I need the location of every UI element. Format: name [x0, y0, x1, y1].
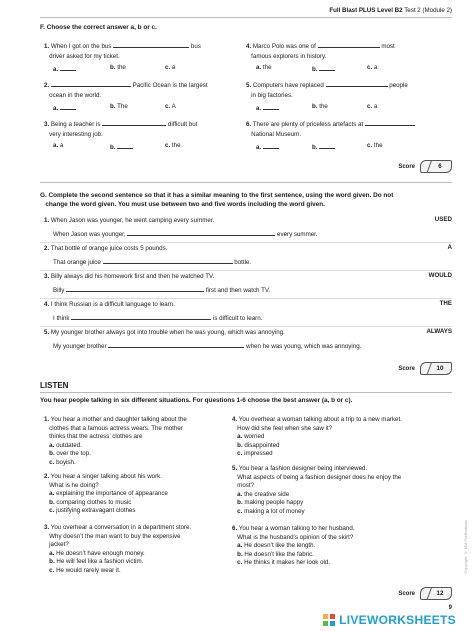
listen-1-option-c[interactable]: c. boyish.	[49, 458, 76, 466]
listen-item-4: 4. You overhear a woman talking about a trip to a new market. How did she feel when she saw it? a. worried b. disappointed c. impressed	[232, 416, 402, 458]
listen-item-5: 5. You hear a fashion designer being interviewed. What aspects of being a fashion designer does he enjoy the most? a. the creative side b. making people happy c. making a lot of money	[232, 465, 402, 515]
g-item-1-keyword: USED	[434, 216, 452, 223]
g-item-2-sentence: 2. That bottle of orange juice costs 5 pounds.	[44, 245, 168, 252]
score-label: Score	[398, 365, 415, 372]
f5-option-a[interactable]	[263, 103, 279, 110]
listen-3-option-c[interactable]: c. He would rarely wear it.	[49, 566, 121, 574]
listen-5-option-a[interactable]: a. the creative side	[237, 490, 290, 498]
listen-1-option-a[interactable]: a. outdated.	[49, 441, 82, 449]
g2-answer-input[interactable]	[103, 257, 233, 264]
g-item-5-sentence: 5. My younger brother always got into trouble when he was young, which was annoying.	[44, 329, 285, 336]
listen-item-1: 1. You hear a mother and daughter talking about the clothes that a famous actress wears. The mother thinks that the actress’ clothes are a. outdated. b. over the top. c. boyish.	[44, 416, 187, 466]
page-number: 9	[448, 605, 452, 611]
g-item-1-sentence: 1. When Jason was younger, he went camping every summer.	[44, 217, 215, 224]
listen-4-option-b[interactable]: b. disappointed	[237, 441, 280, 449]
g-item-5-keyword: ALWAYS	[426, 328, 452, 335]
g-item-2-keyword: A	[447, 244, 452, 251]
score-box	[420, 160, 452, 173]
f-item-2: 2. Pacific Ocean is the largest ocean in the world.	[44, 82, 208, 99]
f5-option-c[interactable]: c. a	[367, 103, 378, 110]
f3-option-c[interactable]: c. the	[165, 142, 181, 149]
f3-options-b: b.	[110, 142, 133, 151]
score-value: 10	[436, 365, 444, 372]
listen-item-3: 3. You overhear a conversation in a department store. Why doesn’t the man want to buy the expensive jacket? a. He doesn’t have enough money. b. He will feel like a fashion victim. c. He would rarely wear it.	[44, 524, 192, 574]
g5-answer-input[interactable]	[108, 341, 244, 348]
f2-option-a[interactable]	[60, 103, 76, 110]
f4-blank[interactable]	[318, 41, 380, 48]
listen-instruction: You hear people talking in six different situations. For questions 1-6 choose the best answer (a, b or c).	[40, 397, 353, 404]
f2-option-c[interactable]: c. A	[165, 103, 176, 110]
listen-2-option-a[interactable]: a. explaining the importance of appearance	[49, 490, 168, 498]
score-box	[420, 587, 452, 600]
listen-divider	[40, 392, 452, 393]
g-divider-2	[40, 270, 452, 271]
f5-blank[interactable]	[326, 80, 388, 87]
listen-score	[398, 587, 452, 600]
f6-options-b: b.	[312, 142, 335, 151]
f-item-4: 4. Marco Polo was one of most famous explorers in history.	[246, 43, 395, 60]
listen-3-option-b[interactable]: b. He will feel like a fashion victim.	[49, 558, 144, 566]
g3-answer-input[interactable]	[66, 285, 204, 292]
f5-option-b[interactable]: b. the	[312, 103, 328, 110]
f3-option-a[interactable]: a. a	[53, 142, 64, 149]
f4-option-b[interactable]	[319, 64, 335, 71]
score-value: 12	[436, 590, 444, 597]
f4-options-b: b.	[312, 64, 335, 73]
section-g-score	[398, 362, 452, 375]
f1-option-a[interactable]	[60, 64, 76, 71]
listen-4-option-c[interactable]: c. impressed	[237, 450, 273, 458]
listen-title: LISTEN	[40, 381, 69, 390]
liveworksheets-logo[interactable]	[322, 613, 456, 627]
listen-5-option-b[interactable]: b. making people happy	[237, 499, 304, 507]
listen-item-6: 6. You hear a woman talking to her husband. What is the husband’s opinion of the skirt? a. He doesn’t like the length. b. He doesn’t like the fabric. c. He thinks it makes her look old.	[232, 525, 355, 567]
g-item-1-answer: When Jason was younger, every summer.	[53, 231, 318, 238]
section-g-title: G. Complete the second sentence so that it has a similar meaning to the first sentence, using the word given. Do not change the word given. You must use between two and five words including the word given.	[40, 192, 394, 208]
header-divider	[40, 17, 452, 18]
listen-5-option-c[interactable]: c. making a lot of money	[237, 507, 305, 515]
f6-option-b[interactable]	[319, 142, 335, 149]
score-box	[420, 362, 452, 375]
f6-option-c[interactable]: c. the	[367, 142, 383, 149]
section-divider-f	[40, 182, 452, 183]
f6-blank[interactable]	[365, 119, 415, 126]
f3-option-b[interactable]	[117, 142, 133, 149]
g-divider-3	[40, 298, 452, 299]
f1-option-b[interactable]: b. the	[110, 64, 126, 71]
header-subtitle: Test 2 (Module 2)	[404, 7, 452, 14]
g4-answer-input[interactable]	[71, 313, 211, 320]
f6-option-a[interactable]	[263, 142, 279, 149]
header-title: Full Blast PLUS Level B2	[329, 7, 403, 14]
page-header	[329, 7, 452, 14]
g-item-4-answer: I think is difficult to learn.	[53, 315, 263, 322]
listen-3-option-a[interactable]: a. He doesn’t have enough money.	[49, 549, 145, 557]
section-f-score	[398, 160, 452, 173]
f4-option-c[interactable]: c. a	[367, 64, 378, 71]
f4-option-a[interactable]: a. the	[256, 64, 272, 71]
f-item-3: 3. Being a teacher is difficult but very interesting job.	[44, 121, 198, 138]
f2-blank[interactable]	[51, 80, 131, 87]
g-divider-1	[40, 242, 452, 243]
section-f-title: F. Choose the correct answer a, b or c.	[40, 24, 157, 31]
f2-option-b[interactable]: b. The	[110, 103, 128, 110]
listen-item-2: 2. You hear a singer talking about his work. What is he doing? a. explaining the importance of appearance b. comparing clothes to music c. justifying extravagant clothes	[44, 473, 168, 515]
g-item-3-sentence: 3. Billy always did his homework first and then he watched TV.	[44, 273, 215, 280]
g-item-3-keyword: WOULD	[428, 272, 452, 279]
g-item-3-answer: Billy first and then watch TV.	[53, 287, 271, 294]
f-item-6: 6. There are plenty of priceless artefacts at National Museum.	[246, 119, 456, 140]
score-label: Score	[398, 163, 415, 170]
g-divider-4	[40, 326, 452, 327]
f1-blank[interactable]	[113, 41, 189, 48]
g-item-5-answer: My younger brother when he was young, which was annoying.	[53, 343, 362, 350]
f5-options-a: a.	[256, 103, 279, 112]
g-item-4-sentence: 4. I think Russian is a difficult language to learn.	[44, 301, 175, 308]
score-value: 6	[438, 163, 442, 170]
copyright-text: Copyright © MM Publications	[463, 520, 468, 574]
f2-options: a.	[53, 103, 76, 112]
g1-answer-input[interactable]	[127, 229, 275, 236]
listen-4-option-a[interactable]: a. worried	[237, 433, 265, 441]
f1-options: a.	[53, 64, 76, 73]
listen-6-option-c[interactable]: c. He thinks it makes her look old.	[237, 559, 331, 567]
score-label: Score	[398, 590, 415, 597]
listen-2-option-b[interactable]: b. comparing clothes to music	[49, 498, 132, 506]
f3-blank[interactable]	[102, 119, 166, 126]
g-item-4-keyword: THE	[439, 300, 452, 307]
liveworksheets-wordmark: LIVEWORKSHEETS	[339, 613, 456, 627]
listen-2-option-c[interactable]: c. justifying extravagant clothes	[49, 507, 136, 515]
f6-options-a: a.	[256, 142, 279, 151]
listen-1-option-b[interactable]: b. over the top.	[49, 450, 91, 458]
listen-6-option-b[interactable]: b. He doesn’t like the fabric.	[237, 550, 314, 558]
f1-option-c[interactable]: c. a	[165, 64, 176, 71]
g-item-2-answer: That orange juice bottle.	[53, 259, 252, 266]
listen-6-option-a[interactable]: a. He doesn’t like the length.	[237, 542, 316, 550]
liveworksheets-icon	[322, 613, 336, 627]
f-item-1: 1. When I got on the bus bus driver asked for my ticket.	[44, 43, 201, 60]
f-item-5: 5. Computers have replaced people in big factories.	[246, 82, 408, 99]
